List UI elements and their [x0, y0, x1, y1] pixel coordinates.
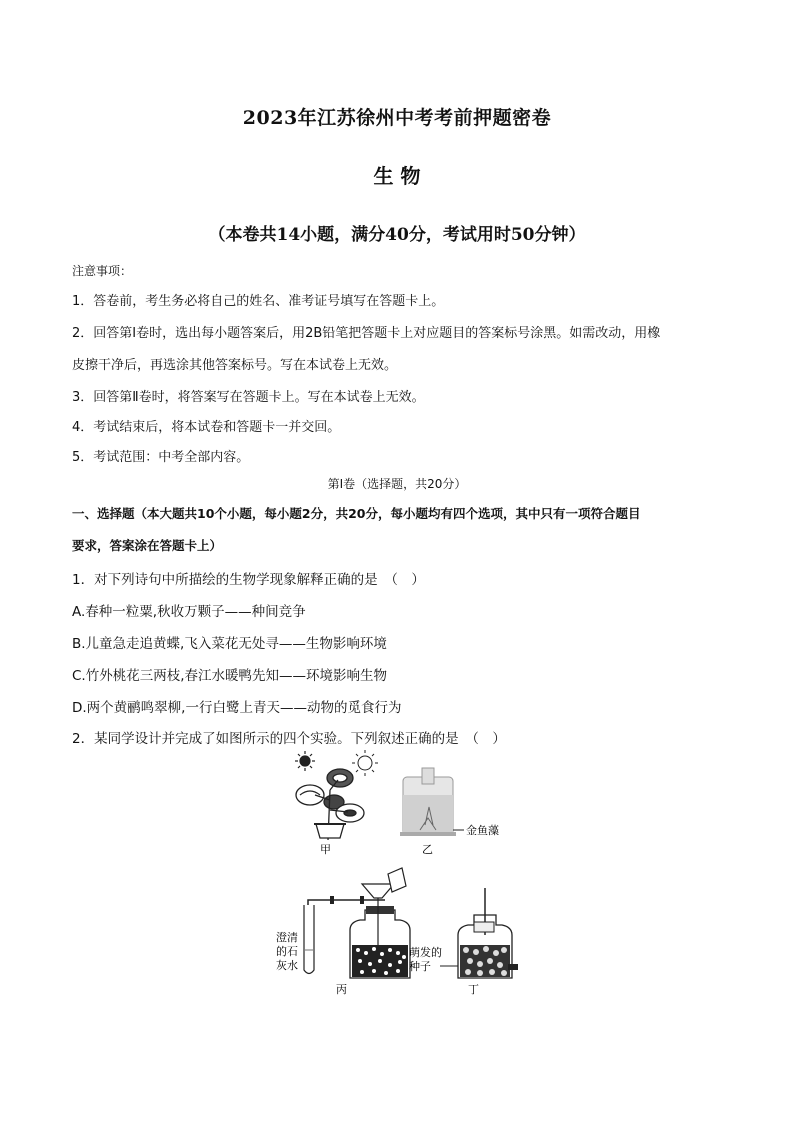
question-1-option-a: A.春种一粒粟,秋收万颗子——种间竞争	[72, 604, 306, 620]
section-instruction-1: 一、选择题（本大题共10个小题，每小题2分，共20分，每小题均有四个选项，其中只有一项符合题目	[72, 506, 641, 521]
label-jinyuzao: 金鱼藻	[466, 824, 499, 837]
notes-heading: 注意事项：	[72, 264, 133, 278]
sun-icon-yi	[352, 750, 378, 776]
label-jia: 甲	[320, 843, 331, 856]
label-lime-3: 灰水	[276, 959, 298, 972]
sun-icon-jia	[295, 751, 315, 771]
seed-bottle-icon	[350, 890, 410, 978]
note-item-5: 5．考试范围：中考全部内容。	[72, 450, 250, 465]
page-title: 2023年江苏徐州中考考前押题密卷	[242, 107, 552, 129]
question-1-stem: 1．对下列诗句中所描绘的生物学现象解释正确的是 （ ）	[72, 572, 425, 588]
note-item-4: 4．考试结束后，将本试卷和答题卡一并交回。	[72, 420, 341, 435]
section-title: 第Ⅰ卷（选择题，共20分）	[327, 477, 467, 491]
note-item-2-cont: 皮擦干净后，再选涂其他答案标号。写在本试卷上无效。	[72, 358, 398, 373]
question-2-stem: 2．某同学设计并完成了如图所示的四个实验。下列叙述正确的是 （ ）	[72, 731, 506, 747]
subject-title: 生 物	[373, 164, 421, 188]
label-yi: 乙	[422, 843, 433, 856]
exam-info: （本卷共14小题，满分40分，考试用时50分钟）	[208, 225, 586, 245]
thermo-bottle-icon	[458, 888, 518, 978]
question-1-option-d: D.两个黄鹂鸣翠柳,一行白鹭上青天——动物的觅食行为	[72, 700, 402, 716]
potted-plant-icon	[296, 769, 364, 840]
note-item-2: 2．回答第Ⅰ卷时，选出每小题答案后，用2B铅笔把答题卡上对应题目的答案标号涂黑。如需改动，用橡	[72, 326, 661, 341]
label-seed-1: 萌发的	[409, 946, 442, 959]
question-1-option-c: C.竹外桃花三两枝,春江水暖鸭先知——环境影响生物	[72, 668, 388, 684]
section-instruction-2: 要求，答案涂在答题卡上）	[72, 538, 223, 553]
funnel-beaker-icon	[362, 868, 406, 898]
label-lime-2: 的石	[276, 945, 298, 958]
label-ding: 丁	[468, 983, 479, 996]
question-1-option-b: B.儿童急走追黄蝶,飞入菜花无处寻——生物影响环境	[72, 636, 387, 652]
label-seed-2: 种子	[409, 960, 431, 973]
note-item-3: 3．回答第Ⅱ卷时，将答案写在答题卡上。写在本试卷上无效。	[72, 390, 425, 405]
note-item-1: 1．答卷前，考生务必将自己的姓名、准考证号填写在答题卡上。	[72, 294, 445, 309]
label-lime-1: 澄清	[276, 931, 298, 944]
label-bing: 丙	[336, 983, 347, 996]
water-jar-icon	[400, 768, 456, 836]
